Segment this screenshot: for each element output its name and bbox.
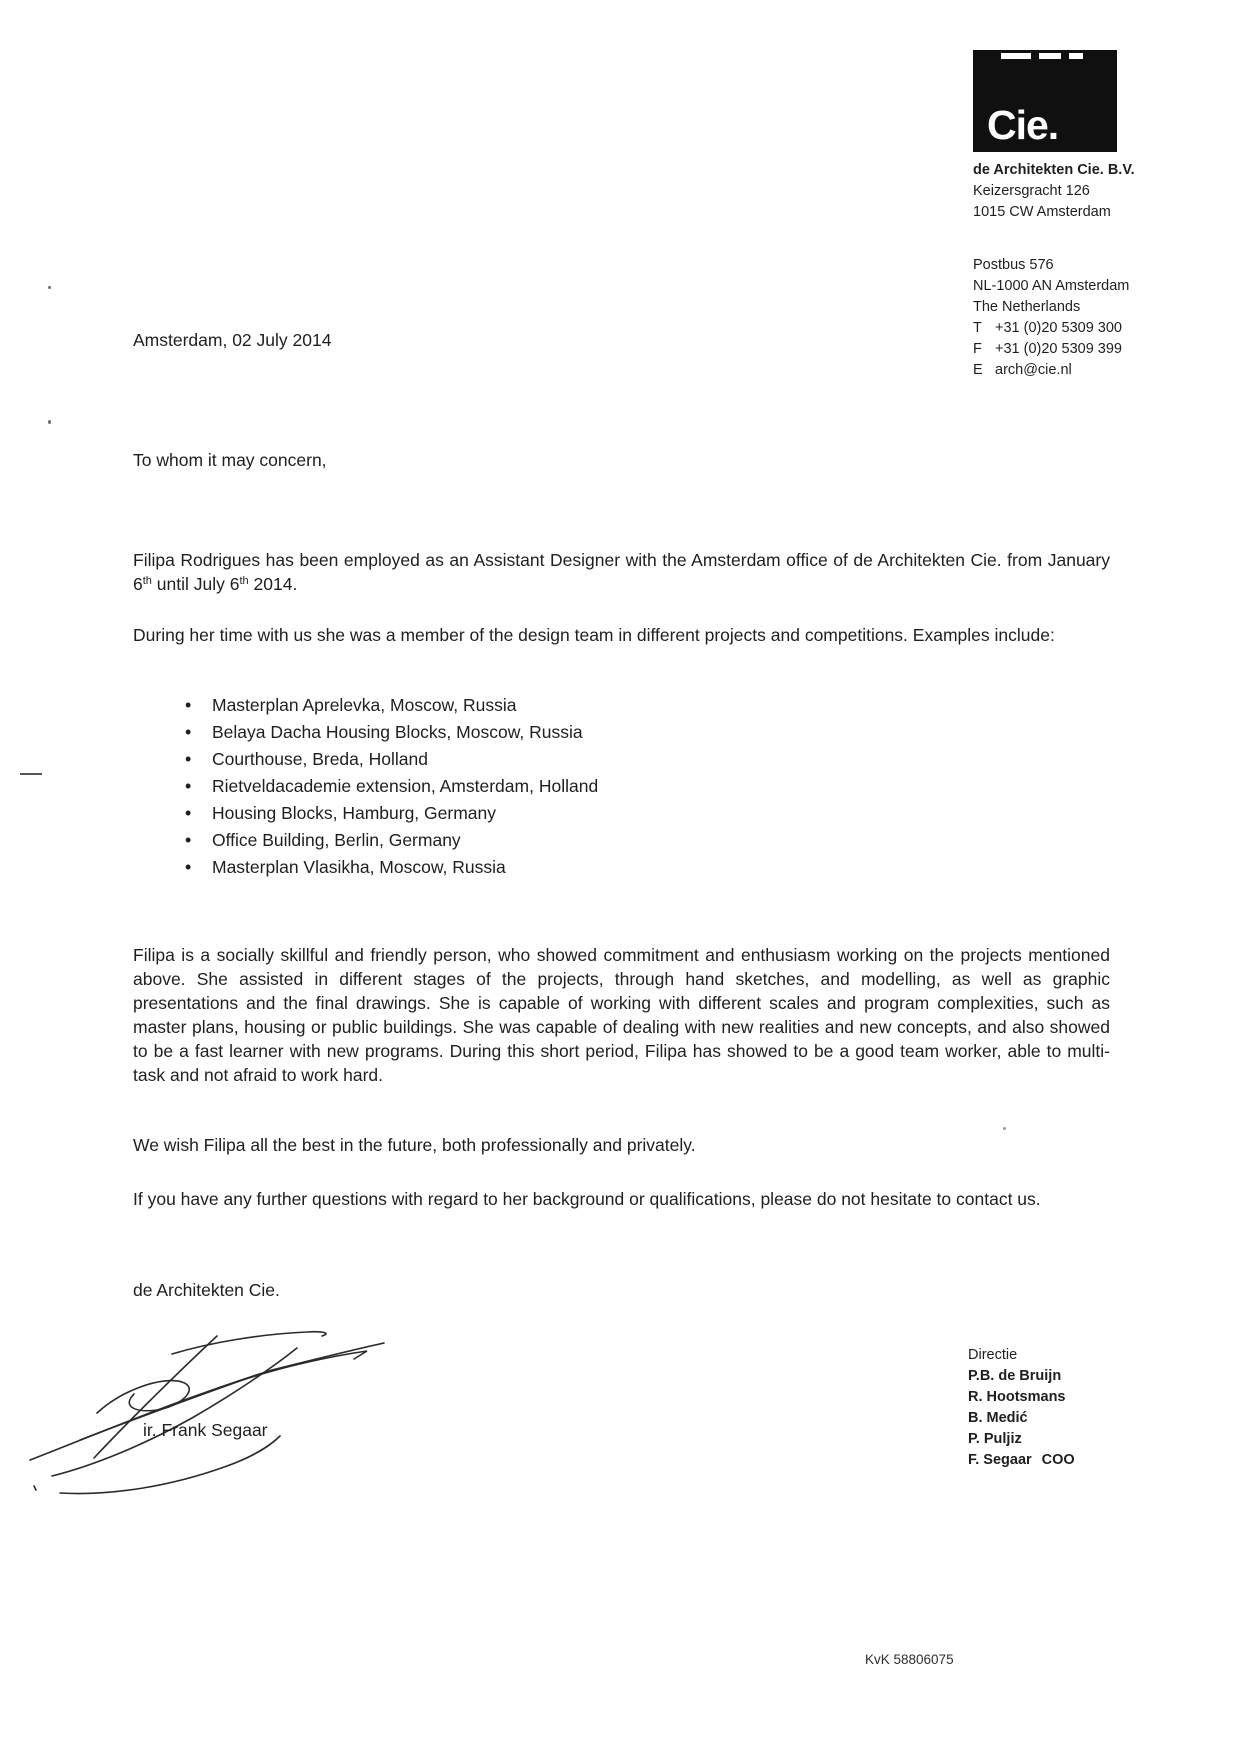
paragraph-employment-text: Filipa Rodrigues has been employed as an Assistant Designer with the Amsterdam office of de Architekten Cie. from January 6: [133, 550, 1110, 594]
phone-label: T: [973, 320, 982, 336]
directie-heading: Directie: [968, 1347, 1018, 1363]
project-list-item: • Housing Blocks, Hamburg, Germany: [185, 800, 1025, 827]
letterhead-address: [973, 160, 1135, 223]
paragraph-employment: [133, 548, 1110, 596]
paragraph-employment-text: until July 6: [151, 574, 240, 594]
directie-block: [968, 1345, 1075, 1471]
salutation: To whom it may concern,: [133, 450, 327, 470]
fax-line: [973, 339, 1129, 360]
paragraph-employment-text: 2014.: [248, 574, 298, 594]
signer-name: ir. Frank Segaar: [143, 1420, 268, 1440]
ordinal-suffix: th: [239, 575, 249, 587]
project-list-item: • Courthouse, Breda, Holland: [185, 746, 1025, 773]
email-address: arch@cie.nl: [995, 362, 1072, 378]
phone-number: +31 (0)20 5309 300: [995, 320, 1122, 336]
date-line: Amsterdam, 02 July 2014: [133, 330, 332, 350]
director-name: P.B. de Bruijn: [968, 1368, 1062, 1384]
paragraph-contact: If you have any further questions with regard to her background or qualifications, please do not hesitate to contact us.: [133, 1189, 1041, 1209]
director-name: F. Segaar: [968, 1452, 1032, 1468]
country-line: The Netherlands: [973, 299, 1081, 315]
postbus-line: Postbus 576: [973, 257, 1054, 273]
email-line: [973, 360, 1129, 381]
paragraph-evaluation: Filipa is a socially skillful and friendly person, who showed commitment and enthusiasm working on the projects mentioned above. She assisted in different stages of the projects, through hand sketches, and modelling, as well as graphic presentations and the final drawings. She is capable of working with different scales and program complexities, such as master plans, housing or public buildings. She was capable of dealing with new realities and new concepts, and also showed to be a fast learner with new programs. During this short period, Filipa has showed to be a good team worker, able to multi-task and not afraid to work hard.: [133, 945, 1110, 1085]
handwritten-signature: [22, 1318, 402, 1496]
scan-artifact: [48, 286, 51, 289]
phone-line: [973, 318, 1129, 339]
signoff-company: de Architekten Cie.: [133, 1280, 280, 1300]
scan-artifact: [48, 420, 51, 424]
ordinal-suffix: th: [142, 575, 152, 587]
director-name: B. Medić: [968, 1410, 1028, 1426]
letterhead-postal-contact: [973, 255, 1129, 381]
project-list: [185, 692, 1025, 881]
logo-top-mark: [1069, 53, 1083, 59]
company-name: de Architekten Cie. B.V.: [973, 162, 1135, 178]
city-address: 1015 CW Amsterdam: [973, 204, 1111, 220]
project-list-item: • Masterplan Vlasikha, Moscow, Russia: [185, 854, 1025, 881]
director-coo-line: [968, 1450, 1075, 1471]
project-list-item: • Masterplan Aprelevka, Moscow, Russia: [185, 692, 1025, 719]
logo-top-mark: [1001, 53, 1031, 59]
email-label: E: [973, 362, 983, 378]
paragraph-projects-intro: During her time with us she was a member of the design team in different projects and competitions. Examples include:: [133, 625, 1055, 645]
logo-top-mark: [1039, 53, 1061, 59]
project-list-item: • Rietveldacademie extension, Amsterdam, Holland: [185, 773, 1025, 800]
director-name: R. Hootsmans: [968, 1389, 1066, 1405]
company-logo: [973, 50, 1117, 152]
director-title: COO: [1041, 1452, 1075, 1468]
director-name: P. Puljiz: [968, 1431, 1022, 1447]
paragraph-wishes: We wish Filipa all the best in the future, both professionally and privately.: [133, 1135, 696, 1155]
logo-wordmark: Cie.: [987, 102, 1059, 148]
project-list-item: • Belaya Dacha Housing Blocks, Moscow, Russia: [185, 719, 1025, 746]
street-address: Keizersgracht 126: [973, 183, 1090, 199]
kvk-registration: KvK 58806075: [865, 1652, 954, 1667]
fax-label: F: [973, 341, 982, 357]
project-list-item: • Office Building, Berlin, Germany: [185, 827, 1025, 854]
postal-city-line: NL-1000 AN Amsterdam: [973, 278, 1130, 294]
scan-artifact: [1003, 1127, 1006, 1130]
fax-number: +31 (0)20 5309 399: [995, 341, 1122, 357]
scan-artifact: [20, 773, 42, 775]
